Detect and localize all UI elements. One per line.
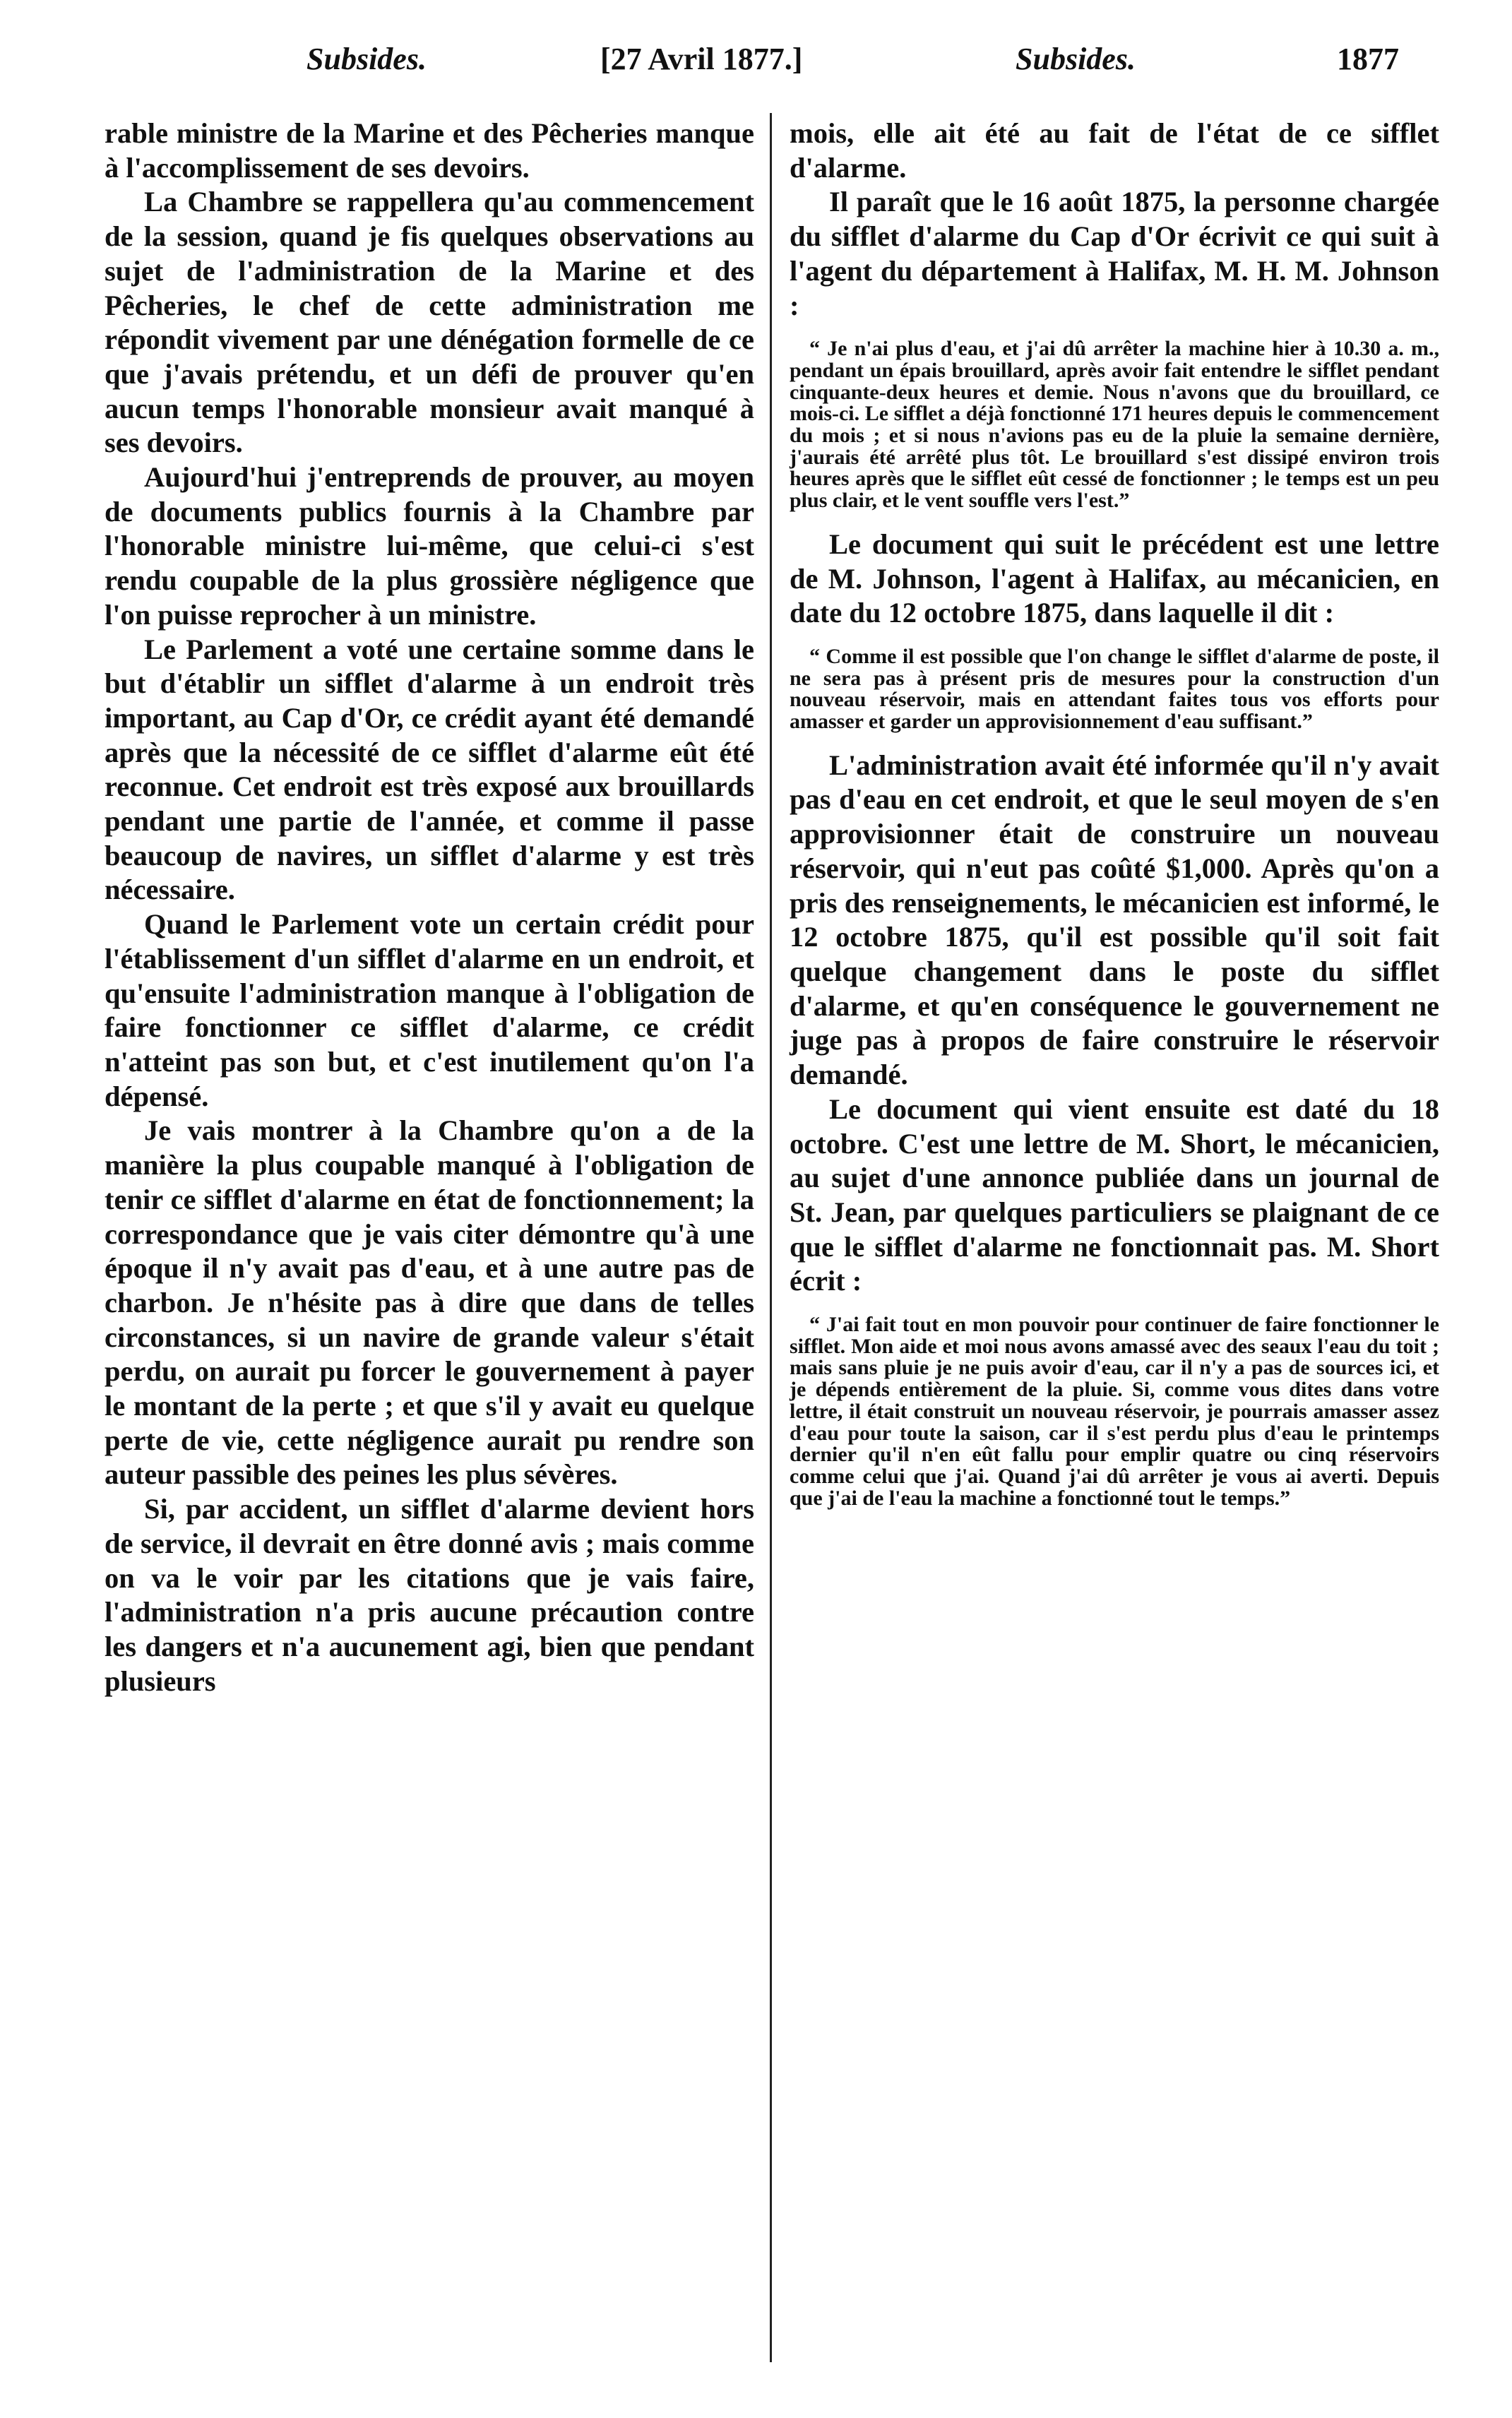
block-quote: “ Comme il est possible que l'on change le sifflet d'alarme de poste, il ne sera pas à présent pris de mesures pour la construction d'un nouveau réservoir, mais en attendant faites tous vos efforts pour amasser et garder un approvisionnement d'eau suffisant.” (790, 644, 1439, 734)
paragraph: L'administration avait été informée qu'il n'y avait pas d'eau en cet endroit, et que le seul moyen de s'en approvisionner était de construire un nouveau réservoir, qui n'eut pas coûté $1,000. Après qu'on a pris des renseignements, le mécanicien est informé, le 12 octobre 1875, qu'il est possible qu'il soit fait quelque changement dans le poste du sifflet d'alarme, et qu'en conséquence le gouvernement ne juge pas à propos de faire construire le réservoir demandé. (790, 749, 1439, 1091)
right-column (790, 117, 1439, 1525)
paragraph: mois, elle ait été au fait de l'état de ce sifflet d'alarme. (790, 117, 1439, 184)
header-year: 1877 (1337, 42, 1399, 76)
block-quote: “ J'ai fait tout en mon pouvoir pour continuer de faire fonctionner le sifflet. Mon aide et moi nous avons amassé avec des seaux l'eau du toit ; mais sans pluie je ne puis avoir d'eau, car il n'y a pas de sources ici, et je dépends entièrement de la pluie. Si, comme vous dites dans votre lettre, il était construit un nouveau réservoir, je pourrais amasser assez d'eau pour toute la saison, car il s'est perdu plus d'eau le printemps dernier qu'il n'en eût fallu pour emplir quatre ou cinq réservoirs comme celui que j'ai. Quand j'ai dû arrêter je vous ai averti. Depuis que j'ai de l'eau la machine a fonctionné tout le temps.” (790, 1313, 1439, 1510)
paragraph: Si, par accident, un sifflet d'alarme devient hors de service, il devrait en être donné avis ; mais comme on va le voir par les citations que je vais faire, l'administration n'a pris aucune précaution contre les dangers et n'a aucunement agi, bien que pendant plusieurs (105, 1493, 754, 1697)
paragraph: Le Parlement a voté une certaine somme dans le but d'établir un sifflet d'alarme à un endroit très important, au Cap d'Or, ce crédit ayant été demandé après que la nécessité de ce sifflet d'alarme eût été reconnue. Cet endroit est très exposé aux brouillards pendant une partie de l'année, et comme il passe beaucoup de navires, un sifflet d'alarme y est très nécessaire. (105, 633, 754, 906)
paragraph: Aujourd'hui j'entreprends de prouver, au moyen de documents publics fournis à la Chambre par l'honorable ministre lui-même, que celui-ci s'est rendu coupable de la plus grossière négligence que l'on puisse reprocher à un ministre. (105, 461, 754, 631)
header-section-left: Subsides. (306, 42, 427, 76)
block-quote: “ Je n'ai plus d'eau, et j'ai dû arrêter la machine hier à 10.30 a. m., pendant un épais brouillard, après avoir fait entendre le sifflet pendant cinquante-deux heures et demie. Nous n'avons que du brouillard, ce mois-ci. Le sifflet a déjà fonctionné 171 heures depuis le commencement du mois ; et si nous n'avions pas eu de la pluie la semaine dernière, j'aurais été arrêté plus tôt. Le brouillard s'est dissipé environ trois heures après que le sifflet eût cessé de fonctionner ; le temps est un peu plus clair, et le vent souffle vers l'est.” (790, 337, 1439, 513)
running-header (106, 41, 1399, 83)
paragraph: Le document qui suit le précédent est une lettre de M. Johnson, l'agent à Halifax, au mécanicien, en date du 12 octobre 1875, dans laquelle il dit : (790, 528, 1439, 629)
paragraph: rable ministre de la Marine et des Pêcheries manque à l'accomplissement de ses devoirs. (105, 117, 754, 184)
header-date: [27 Avril 1877.] (600, 42, 803, 76)
paragraph: Quand le Parlement vote un certain crédit pour l'établissement d'un sifflet d'alarme en un endroit, et qu'ensuite l'administration manque à l'obligation de faire fonctionner ce sifflet d'alarme, ce crédit n'atteint pas son but, et c'est inutilement qu'on l'a dépensé. (105, 908, 754, 1112)
paragraph: Je vais montrer à la Chambre qu'on a de la manière la plus coupable manqué à l'obligation de tenir ce sifflet d'alarme en état de fonctionnement; la correspondance que je vais citer démontre qu'à une époque il n'y avait pas d'eau, et à une autre pas de charbon. Je n'hésite pas à dire que dans de telles circonstances, si un navire de grande valeur s'était perdu, on aurait pu forcer le gouvernement à payer le montant de la perte ; et que s'il y avait eu quelque perte de vie, cette négligence aurait pu rendre son auteur passible des peines les plus sévères. (105, 1114, 754, 1491)
left-column (105, 117, 754, 1698)
paragraph: Il paraît que le 16 août 1875, la personne chargée du sifflet d'alarme du Cap d'Or écrivit ce qui suit à l'agent du département à Halifax, M. H. M. Johnson : (790, 186, 1439, 321)
header-section-right: Subsides. (1016, 42, 1136, 76)
column-divider (770, 113, 772, 2362)
paragraph: La Chambre se rappellera qu'au commencement de la session, quand je fis quelques observations au sujet de l'administration de la Marine et des Pêcheries, le chef de cette administration me répondit vivement par une dénégation formelle de ce que j'avais prétendu, et un défi de prouver qu'en aucun temps l'honorable monsieur avait manqué à ses devoirs. (105, 186, 754, 459)
paragraph: Le document qui vient ensuite est daté du 18 octobre. C'est une lettre de M. Short, le mécanicien, au sujet d'une annonce publiée dans un journal de St. Jean, par quelques particuliers se plaignant de ce que le sifflet d'alarme ne fonctionnait pas. M. Short écrit : (790, 1092, 1439, 1297)
